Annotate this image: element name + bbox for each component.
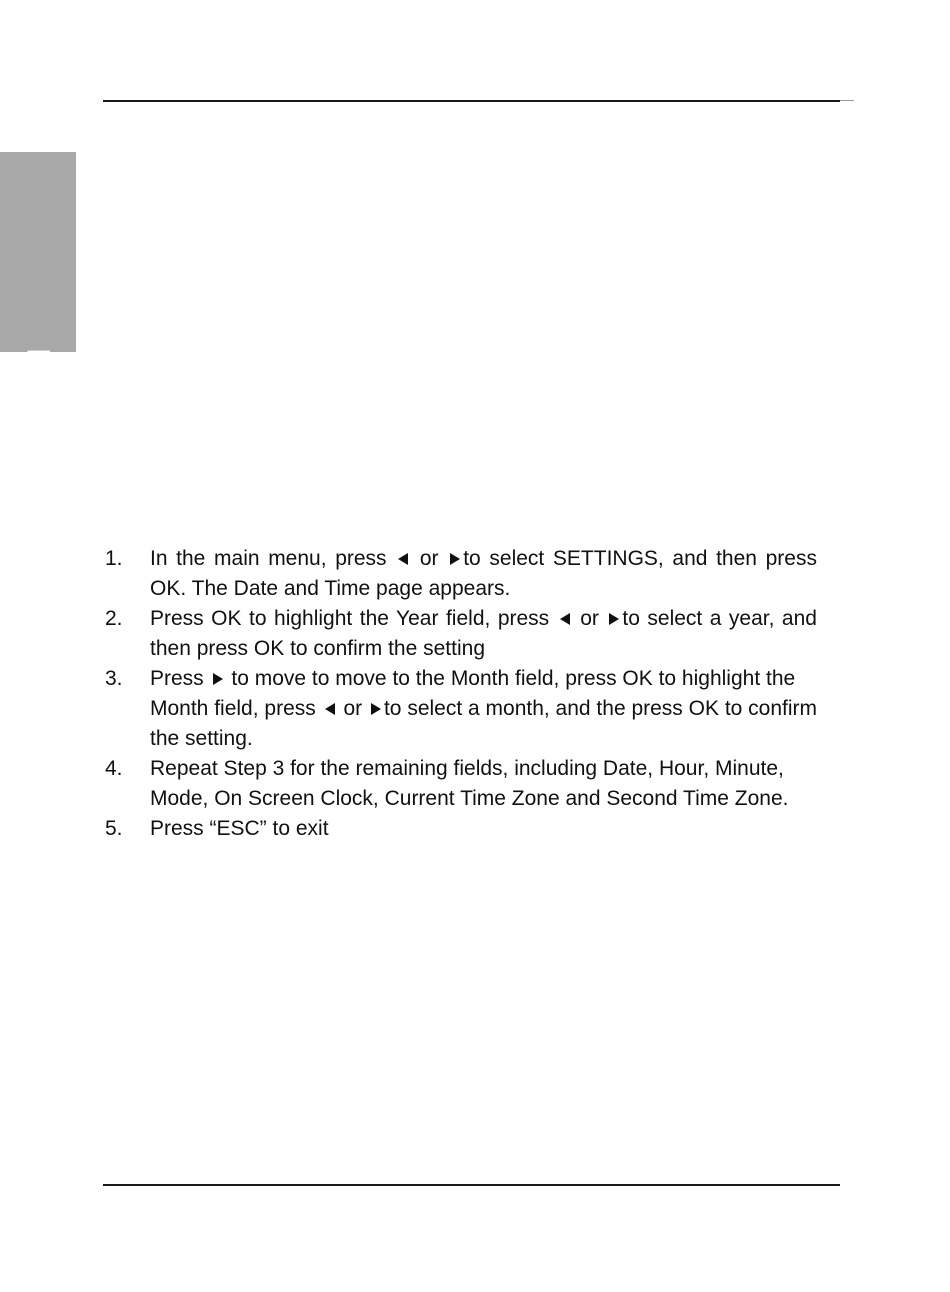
right-triangle-icon xyxy=(371,703,381,715)
step-number: 3. xyxy=(105,667,123,690)
language-tab xyxy=(0,152,76,460)
step-3 xyxy=(105,664,817,754)
footer-rule xyxy=(103,1184,840,1186)
step-1 xyxy=(105,544,817,604)
step-text-part: to move to move to the Month field, press OK to highlight the Month field, press xyxy=(150,667,796,720)
step-text: Repeat Step 3 for the remaining fields, including Date, Hour, Minute, Mode, On Screen Clock, Current Time Zone and Second Time Zone. xyxy=(150,757,789,810)
header-rule xyxy=(103,100,840,102)
step-text-part: to select a year, and then press OK to confirm the setting xyxy=(150,607,817,660)
step-number: 4. xyxy=(105,757,123,780)
left-triangle-icon xyxy=(325,703,335,715)
language-tab-label: English xyxy=(20,348,57,460)
step-text xyxy=(150,664,817,754)
step-text-part: In the main menu, press xyxy=(150,547,387,570)
step-text xyxy=(150,604,817,664)
right-triangle-icon xyxy=(213,673,223,685)
step-2 xyxy=(105,604,817,664)
step-text xyxy=(150,544,817,604)
step-text-part: or xyxy=(419,547,439,570)
instruction-steps xyxy=(105,544,817,844)
header-rule-tail xyxy=(840,100,854,101)
step-text-part: or xyxy=(343,697,363,720)
step-4 xyxy=(105,754,817,814)
step-text: Press “ESC” to exit xyxy=(150,817,329,840)
left-triangle-icon xyxy=(560,613,570,625)
step-text-part: or xyxy=(580,607,599,630)
right-triangle-icon xyxy=(450,553,460,565)
step-text-part: Press xyxy=(150,667,204,690)
step-text-part: to select a month, and the press OK to confirm the setting. xyxy=(150,697,818,750)
step-5 xyxy=(105,814,817,844)
step-number: 2. xyxy=(105,607,123,630)
step-number: 5. xyxy=(105,817,123,840)
step-text-part: Press OK to highlight the Year field, press xyxy=(150,607,550,630)
step-number: 1. xyxy=(105,547,123,570)
step-text-part: to select SETTINGS, and then press OK. The Date and Time page appears. xyxy=(150,547,817,600)
right-triangle-icon xyxy=(609,613,619,625)
left-triangle-icon xyxy=(398,553,408,565)
